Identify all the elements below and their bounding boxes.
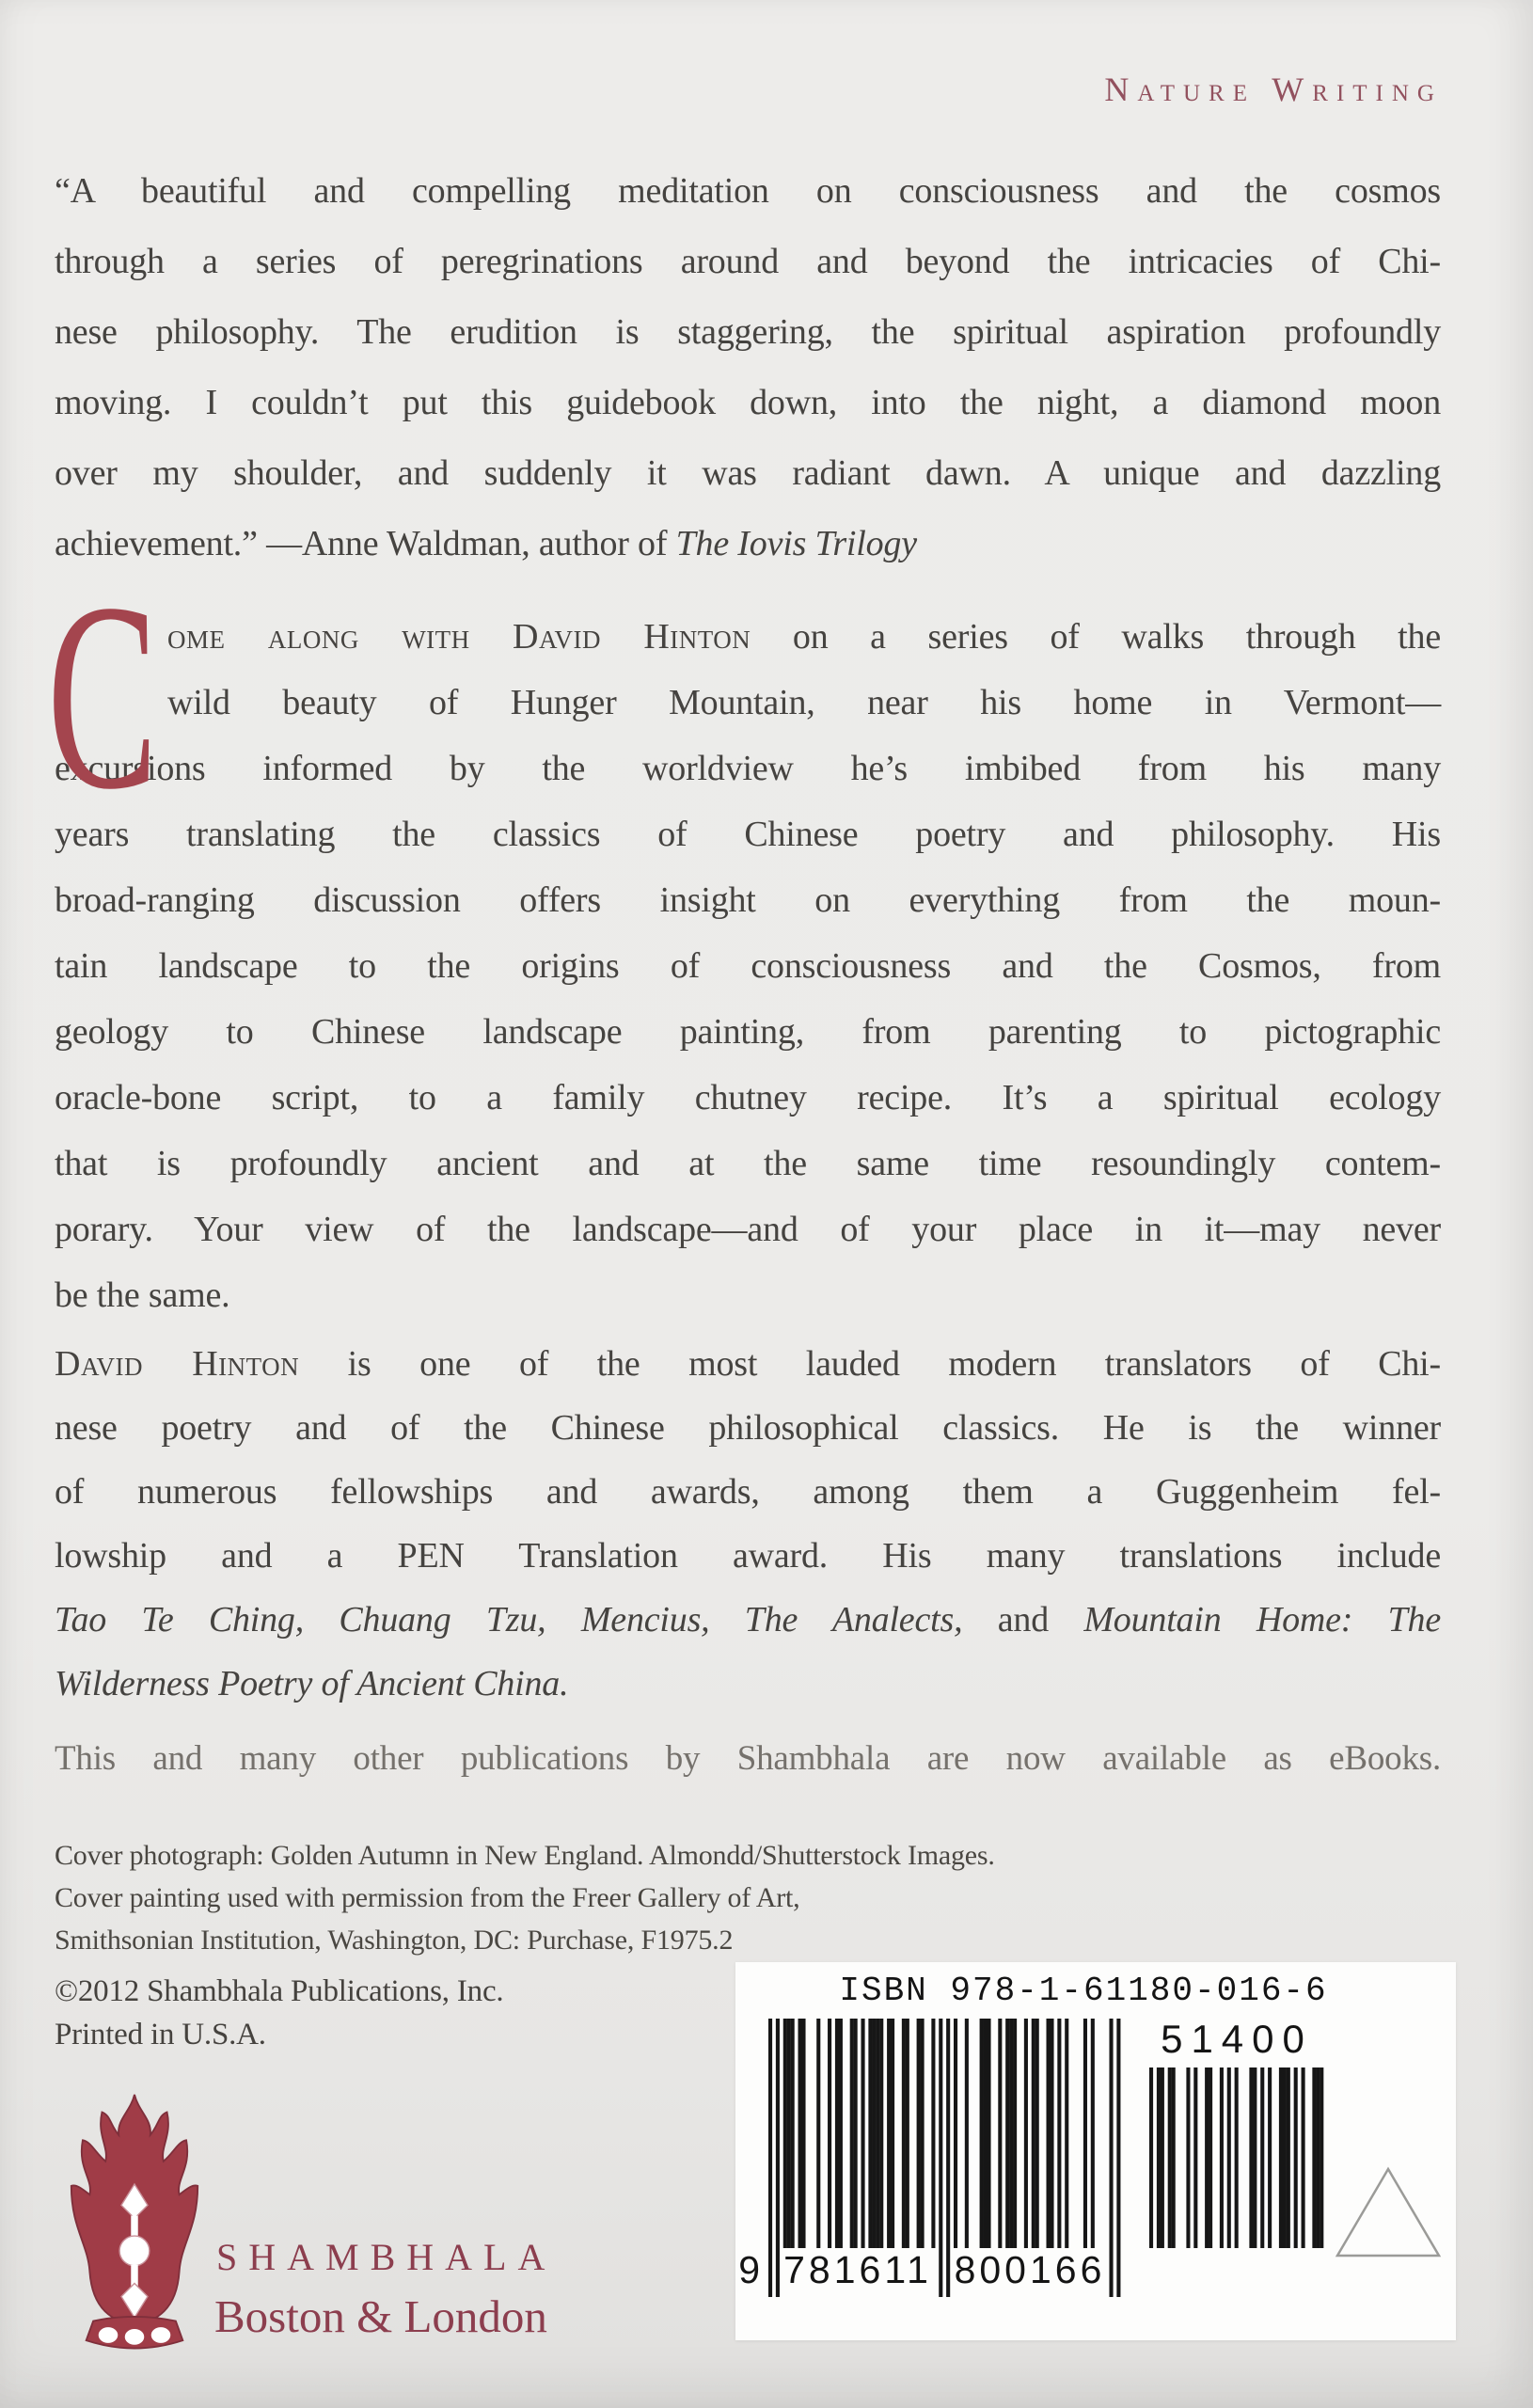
publisher-location: Boston & London — [214, 2290, 547, 2342]
lotus-petal — [124, 2328, 145, 2346]
lotus-petal — [98, 2326, 119, 2344]
main-description-lines: ome along with David Hinton on a series of walks through the wild beauty of Hunger Mountain, near his home in Vermont— excursions informed by the worldview he’s imbibed from his many years translating the classics of Chinese poetry and philosophy. His broad-ranging discussion offers insight on everything from the moun- tain landscape to the origins of consciousness and the Cosmos, from geology to Chinese landscape painting, from parenting to pictographic oracle-bone script, to a family chutney recipe. It’s a spiritual ecology that is profoundly ancient and at the same time resoundingly contem- porary. Your view of the landscape—and of your place in it—may never be the same. — [55, 617, 1441, 1315]
vajra-hub — [119, 2236, 150, 2266]
price-code-label: 51400 — [1161, 2017, 1313, 2061]
ebooks-notice: This and many other publications by Shambhala are now available as eBooks. — [55, 1739, 1441, 1778]
barcode-digit-group: 781611 — [783, 2248, 932, 2291]
copyright-notice: ©2012 Shambhala Publications, Inc. Printed in U.S.A. — [55, 1974, 504, 2052]
vajra-stem-top — [131, 2216, 137, 2237]
barcode-digit-group: 9 — [738, 2248, 764, 2291]
barcode-panel — [735, 1962, 1456, 2340]
supplement-barcode — [1149, 2067, 1324, 2248]
isbn-label: ISBN 978-1-61180-016-6 — [839, 1972, 1328, 2010]
review-quote-lines: “A beautiful and compelling meditation on consciousness and the cosmos through a series of peregrinations around and beyond the intricacies of Chi- nese philosophy. The erudition is staggering, the spiritual aspiration profoundly moving. I couldn’t put this guidebook down, into the night, a diamond moon over my shoulder, and suddenly it was radiant dawn. A unique and dazzling achievement.” —Anne Waldman, author of The Iovis Trilogy — [55, 171, 1441, 563]
cover-credits: Cover photograph: Golden Autumn in New England. Almondd/Shutterstock Images. Cover painting used with permission from the Freer Gallery of Art, Smithsonian Institution, Washington, DC: Purchase, F1975.2 — [55, 1840, 995, 1956]
publisher-name: SHAMBHALA — [216, 2236, 557, 2278]
author-bio-lines: David Hinton is one of the most lauded modern translators of Chi- nese poetry and of the Chinese philosophical classics. He is the winner of numerous fellowships and awards, among them a Guggenheim fel- lowship and a PEN Translation award. His many translations include Tao Te Ching, Chuang Tzu, Mencius, The Analects, and Mountain Home: The Wilderness Poetry of Ancient China. — [55, 1344, 1441, 1703]
drop-cap: C — [47, 547, 158, 845]
author-bio — [55, 1332, 1441, 1716]
lotus-petal — [150, 2326, 171, 2344]
main-description — [47, 547, 1441, 1328]
shambhala-flame-logo — [69, 2086, 200, 2361]
category-label: Nature Writing — [1104, 71, 1443, 108]
barcode-digit-group: 800166 — [954, 2248, 1106, 2291]
triangle-mark — [1334, 2165, 1443, 2259]
review-quote — [55, 156, 1441, 579]
